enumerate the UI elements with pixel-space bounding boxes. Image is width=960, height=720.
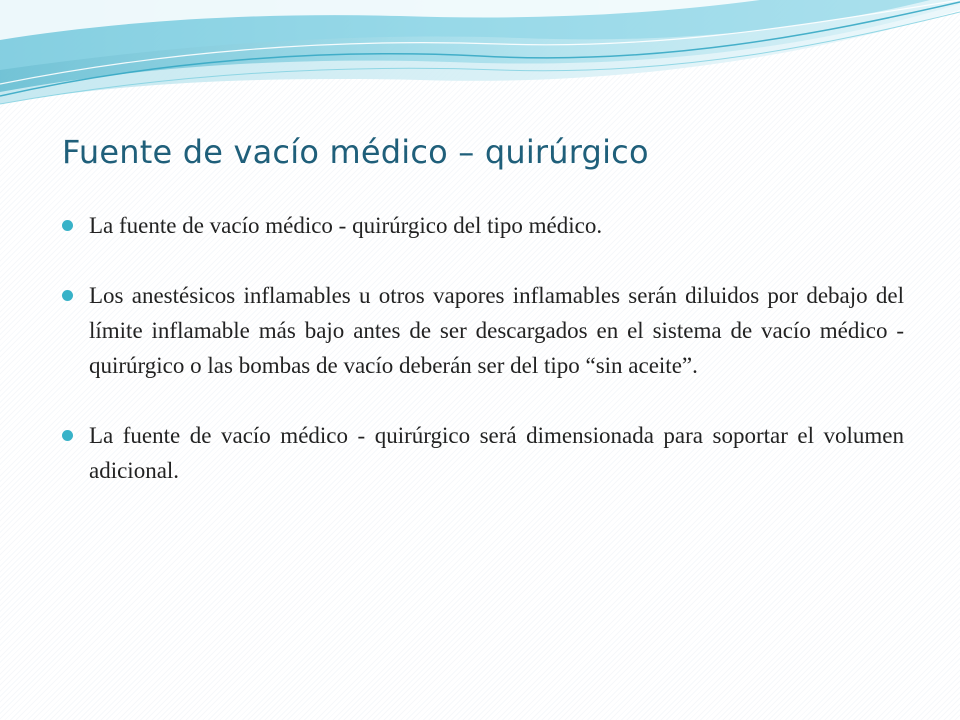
bullet-list <box>62 208 904 488</box>
bullet-text: La fuente de vacío médico - quirúrgico será dimensionada para soportar el volumen adicional. <box>89 423 904 483</box>
bullet-dot-icon <box>62 430 73 441</box>
bullet-text: La fuente de vacío médico - quirúrgico del tipo médico. <box>89 213 603 238</box>
slide-title: Fuente de vacío médico – quirúrgico <box>62 133 649 171</box>
bullet-dot-icon <box>62 220 73 231</box>
bullet-dot-icon <box>62 290 73 301</box>
bullet-item <box>62 208 904 243</box>
bullet-text: Los anestésicos inflamables u otros vapores inflamables serán diluidos por debajo del límite inflamable más bajo antes de ser descargados en el sistema de vacío médico - quirúrgico o las bombas de vacío deberán ser del tipo “sin aceite”. <box>89 283 904 378</box>
decorative-wave-header <box>0 0 960 120</box>
bullet-item <box>62 278 904 383</box>
bullet-item <box>62 418 904 488</box>
